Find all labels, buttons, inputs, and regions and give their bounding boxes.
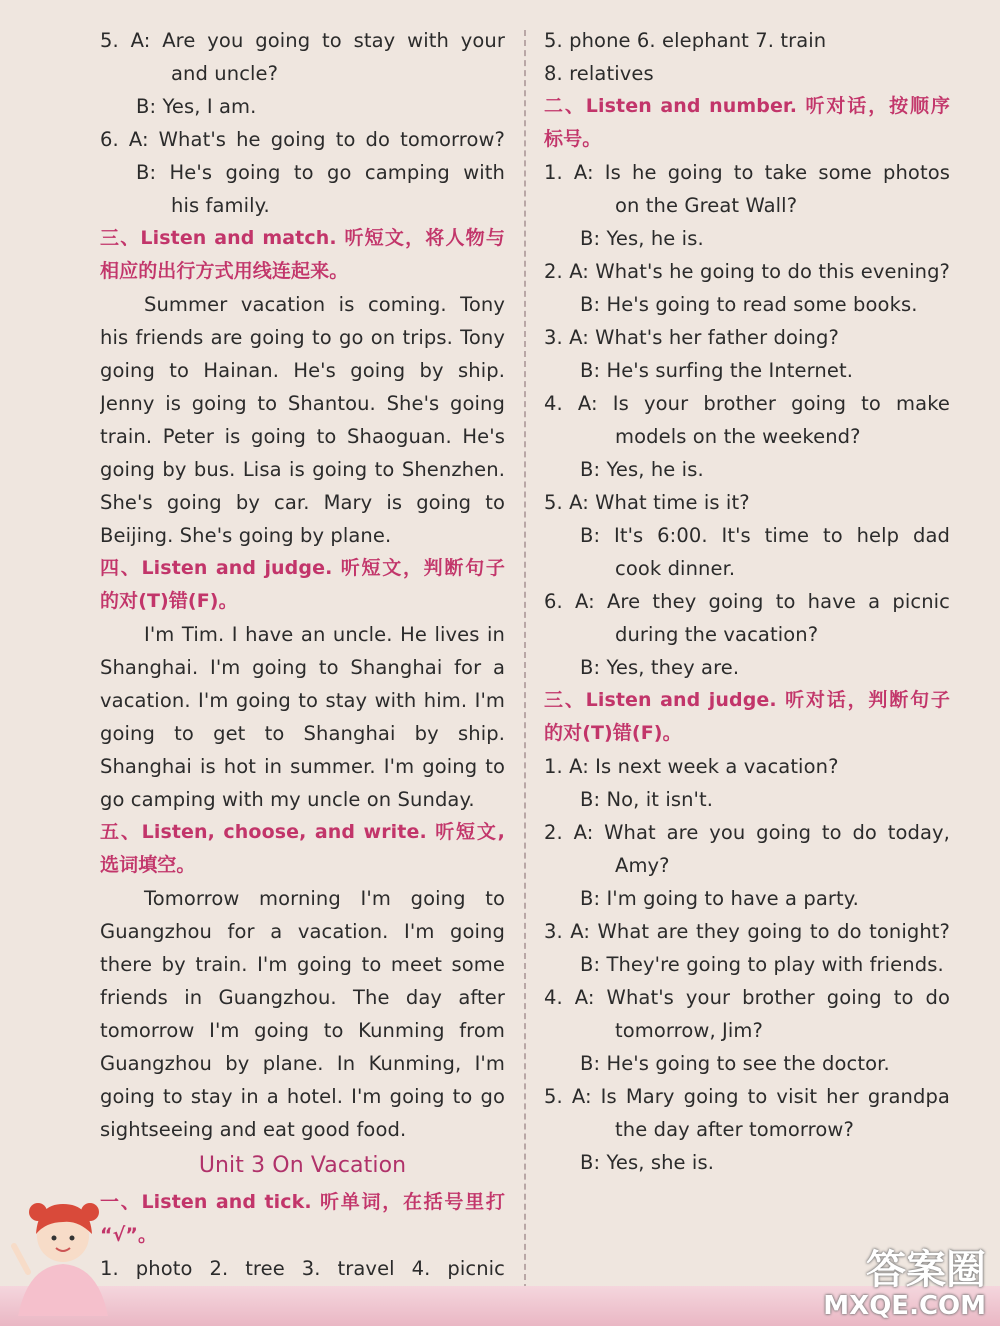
- right-text-line: B: He's going to see the doctor.: [580, 1052, 890, 1075]
- left-text-line: “√”。: [100, 1224, 158, 1246]
- right-text-line: B: It's 6:00. It's time to help dad: [580, 524, 950, 547]
- right-text-line: 4. A: What's your brother going to do: [544, 986, 950, 1009]
- left-text-line: 五、Listen, choose, and write. 听短文,: [100, 821, 505, 843]
- right-text-line: tomorrow, Jim?: [615, 1019, 763, 1042]
- right-text-line: during the vacation?: [615, 623, 819, 646]
- left-text-line: Summer vacation is coming. Tony: [144, 293, 505, 316]
- right-text-line: B: He's surfing the Internet.: [580, 359, 854, 382]
- right-text-line: 1. A: Is next week a vacation?: [544, 755, 839, 778]
- right-text-line: the day after tomorrow?: [615, 1118, 854, 1141]
- left-text-line: going to get to Shanghai by ship.: [100, 722, 505, 745]
- right-text-line: cook dinner.: [615, 557, 736, 580]
- right-text-line: B: Yes, he is.: [580, 458, 704, 481]
- left-text-line: 相应的出行方式用线连起来。: [100, 260, 349, 282]
- left-text-line: 一、Listen and tick. 听单词，在括号里打: [100, 1191, 505, 1213]
- right-text-line: Amy?: [615, 854, 670, 877]
- right-text-line: on the Great Wall?: [615, 194, 798, 217]
- left-text-line: 选词填空。: [100, 854, 196, 876]
- left-text-line: his friends are going to go on trips. Tony: [100, 326, 505, 349]
- right-text-line: 5. A: Is Mary going to visit her grandpa: [544, 1085, 950, 1108]
- right-text-line: B: I'm going to have a party.: [580, 887, 859, 910]
- column-divider: [524, 30, 526, 1290]
- right-text-line: 5. phone 6. elephant 7. train: [544, 29, 827, 52]
- left-text-line: train. Peter is going to Shaoguan. He's: [100, 425, 505, 448]
- right-text-line: 4. A: Is your brother going to make: [544, 392, 950, 415]
- left-text-line: I'm Tim. I have an uncle. He lives in: [144, 623, 505, 646]
- left-text-line: going to Hainan. He's going by ship.: [100, 359, 505, 382]
- left-text-line: going to stay in a hotel. I'm going to go: [100, 1085, 505, 1108]
- right-text-line: 3. A: What's her father doing?: [544, 326, 839, 349]
- right-text-line: 5. A: What time is it?: [544, 491, 750, 514]
- left-text-line: sightseeing and eat good food.: [100, 1118, 407, 1141]
- right-text-line: 二、Listen and number. 听对话，按顺序: [544, 95, 950, 117]
- right-text-line: 6. A: Are they going to have a picnic: [544, 590, 950, 613]
- left-text-line: there by train. I'm going to meet some: [100, 953, 505, 976]
- right-text-line: B: Yes, she is.: [580, 1151, 715, 1174]
- left-text-line: friends in Guangzhou. The day after: [100, 986, 505, 1009]
- girl-illustration: [8, 1176, 118, 1316]
- watermark-bottom: MXQE.COM: [823, 1291, 986, 1321]
- left-text-line: 四、Listen and judge. 听短文，判断句子: [100, 557, 505, 579]
- left-text-line: going by bus. Lisa is going to Shenzhen.: [100, 458, 505, 481]
- left-text-line: 5. A: Are you going to stay with your: [100, 29, 505, 52]
- right-text-line: 3. A: What are they going to do tonight?: [544, 920, 950, 943]
- right-text-line: B: Yes, they are.: [580, 656, 740, 679]
- left-text-line: 1. photo 2. tree 3. travel 4. picnic: [100, 1257, 505, 1280]
- left-text-line: tomorrow I'm going to Kunming from: [100, 1019, 505, 1042]
- right-text-line: B: He's going to read some books.: [580, 293, 918, 316]
- left-text-line: 的对(T)错(F)。: [100, 590, 238, 612]
- right-text-line: 的对(T)错(F)。: [544, 722, 682, 744]
- watermark-top: 答案圈: [866, 1247, 986, 1293]
- right-column: [544, 24, 950, 1179]
- right-text-line: 1. A: Is he going to take some photos: [544, 161, 950, 184]
- right-text-line: 2. A: What's he going to do this evening?: [544, 260, 950, 283]
- left-text-line: 三、Listen and match. 听短文，将人物与: [100, 227, 505, 249]
- left-text-line: B: He's going to go camping with: [136, 161, 505, 184]
- left-text-line: Guangzhou for a vacation. I'm going: [100, 920, 505, 943]
- left-text-line: Shanghai is hot in summer. I'm going to: [100, 755, 505, 778]
- right-text-line: B: Yes, he is.: [580, 227, 704, 250]
- right-text-line: 标号。: [544, 128, 602, 150]
- left-text-line: Tomorrow morning I'm going to: [144, 887, 505, 910]
- left-column: [100, 24, 505, 1285]
- left-text-line: Beijing. She's going by plane.: [100, 524, 392, 547]
- watermark: [823, 1248, 986, 1320]
- right-text-line: 8. relatives: [544, 62, 654, 85]
- left-text-line: vacation. I'm going to stay with him. I'm: [100, 689, 505, 712]
- left-text-line: B: Yes, I am.: [136, 95, 257, 118]
- left-text-line: She's going by car. Mary is going to: [100, 491, 505, 514]
- left-text-line: 6. A: What's he going to do tomorrow?: [100, 128, 505, 151]
- left-text-line: Shanghai. I'm going to Shanghai for a: [100, 656, 505, 679]
- left-text-line: go camping with my uncle on Sunday.: [100, 788, 475, 811]
- right-text-line: B: They're going to play with friends.: [580, 953, 944, 976]
- left-text-line: Jenny is going to Shantou. She's going: [100, 392, 505, 415]
- right-text-line: B: No, it isn't.: [580, 788, 714, 811]
- right-text-line: models on the weekend?: [615, 425, 861, 448]
- left-text-line: his family.: [171, 194, 270, 217]
- left-text-line: Unit 3 On Vacation: [198, 1153, 407, 1178]
- left-text-line: and uncle?: [171, 62, 279, 85]
- left-text-line: Guangzhou by plane. In Kunming, I'm: [100, 1052, 505, 1075]
- right-text-line: 三、Listen and judge. 听对话，判断句子: [544, 689, 950, 711]
- right-text-line: 2. A: What are you going to do today,: [544, 821, 950, 844]
